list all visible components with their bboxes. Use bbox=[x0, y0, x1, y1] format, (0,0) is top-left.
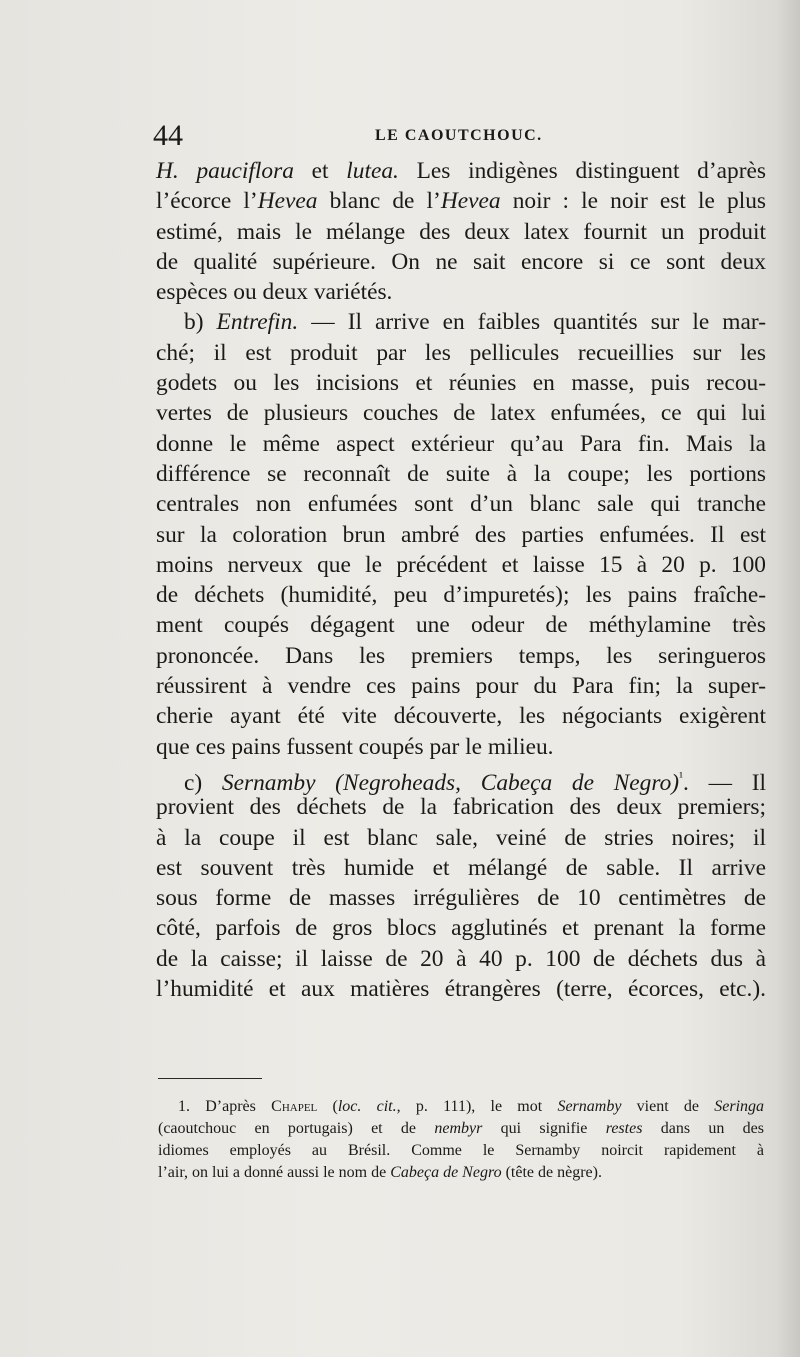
footnote-line: idiomes employés au Brésil. Comme le Sernamby noircit rapidement à bbox=[158, 1142, 764, 1159]
text-line: donne le même aspect extérieur qu’au Para fin. Mais la bbox=[156, 430, 766, 457]
text-line: espèces ou deux variétés. bbox=[156, 279, 393, 306]
footnote-separator bbox=[158, 1078, 262, 1079]
text-line: différence se reconnaît de suite à la coupe; les portions bbox=[156, 460, 766, 487]
footnote-line: l’air, on lui a donné aussi le nom de Cabeça de Negro (tête de nègre). bbox=[158, 1164, 602, 1181]
text-line: l’humidité et aux matières étrangères (terre, écorces, etc.). bbox=[156, 976, 766, 1003]
text-line: sur la coloration brun ambré des parties enfumées. Il est bbox=[156, 521, 766, 548]
page-number: 44 bbox=[153, 119, 183, 152]
section-c-heading-line: c) Sernamby (Negroheads, Cabeça de Negro)$^{^1}$. — Il bbox=[184, 768, 766, 796]
main-text bbox=[156, 156, 766, 1004]
running-title: LE CAOUTCHOUC. bbox=[375, 127, 543, 144]
text-line: vertes de plusieurs couches de latex enfumées, ce qui lui bbox=[156, 400, 766, 427]
text-line: que ces pains fussent coupés par le milieu. bbox=[156, 733, 554, 760]
footnote bbox=[158, 1096, 764, 1184]
text-line: de déchets (humidité, peu d’impuretés); les pains fraîche- bbox=[156, 582, 766, 609]
section-b-heading-line: b) Entrefin. — Il arrive en faibles quantités sur le mar- bbox=[184, 309, 766, 336]
text-line: godets ou les incisions et réunies en masse, puis recou- bbox=[156, 370, 766, 397]
text-line: l’écorce l’Hevea blanc de l’Hevea noir : le noir est le plus bbox=[156, 188, 767, 215]
text-line: de qualité supérieure. On ne sait encore si ce sont deux bbox=[156, 248, 766, 275]
footnote-line: (caoutchouc en portugais) et de nembyr qui signifie restes dans un des bbox=[158, 1120, 764, 1137]
text-line: cherie ayant été vite découverte, les négociants exigèrent bbox=[156, 703, 766, 730]
text-line: de la caisse; il laisse de 20 à 40 p. 100 de déchets dus à bbox=[156, 945, 766, 972]
text-line: H. pauciflora et lutea. Les indigènes distinguent d’après bbox=[156, 158, 766, 184]
footnote-line: 1. D’après Chapel (loc. cit., p. 111), le mot Sernamby vient de Seringa bbox=[178, 1098, 765, 1115]
text-line: est souvent très humide et mélangé de sable. Il arrive bbox=[156, 854, 766, 881]
text-line: sous forme de masses irrégulières de 10 centimètres de bbox=[156, 885, 766, 912]
text-line: moins nerveux que le précédent et laisse 15 à 20 p. 100 bbox=[156, 551, 766, 578]
text-line: centrales non enfumées sont d’un blanc sale qui tranche bbox=[156, 491, 766, 518]
text-line: côté, parfois de gros blocs agglutinés et prenant la forme bbox=[156, 915, 766, 942]
text-line: estimé, mais le mélange des deux latex fournit un produit bbox=[156, 218, 766, 245]
text-line: provient des déchets de la fabrication des deux premiers; bbox=[156, 794, 766, 821]
footnote-marker: ¹ bbox=[679, 768, 684, 784]
text-line: prononcée. Dans les premiers temps, les seringueros bbox=[156, 642, 766, 669]
text-line: ché; il est produit par les pellicules recueillies sur les bbox=[156, 339, 766, 366]
text-line: à la coupe il est blanc sale, veiné de stries noires; il bbox=[156, 824, 766, 851]
text-line: réussirent à vendre ces pains pour du Para fin; la super- bbox=[156, 673, 766, 700]
page-header bbox=[153, 118, 773, 154]
text-line: ment coupés dégagent une odeur de méthylamine très bbox=[156, 612, 766, 639]
